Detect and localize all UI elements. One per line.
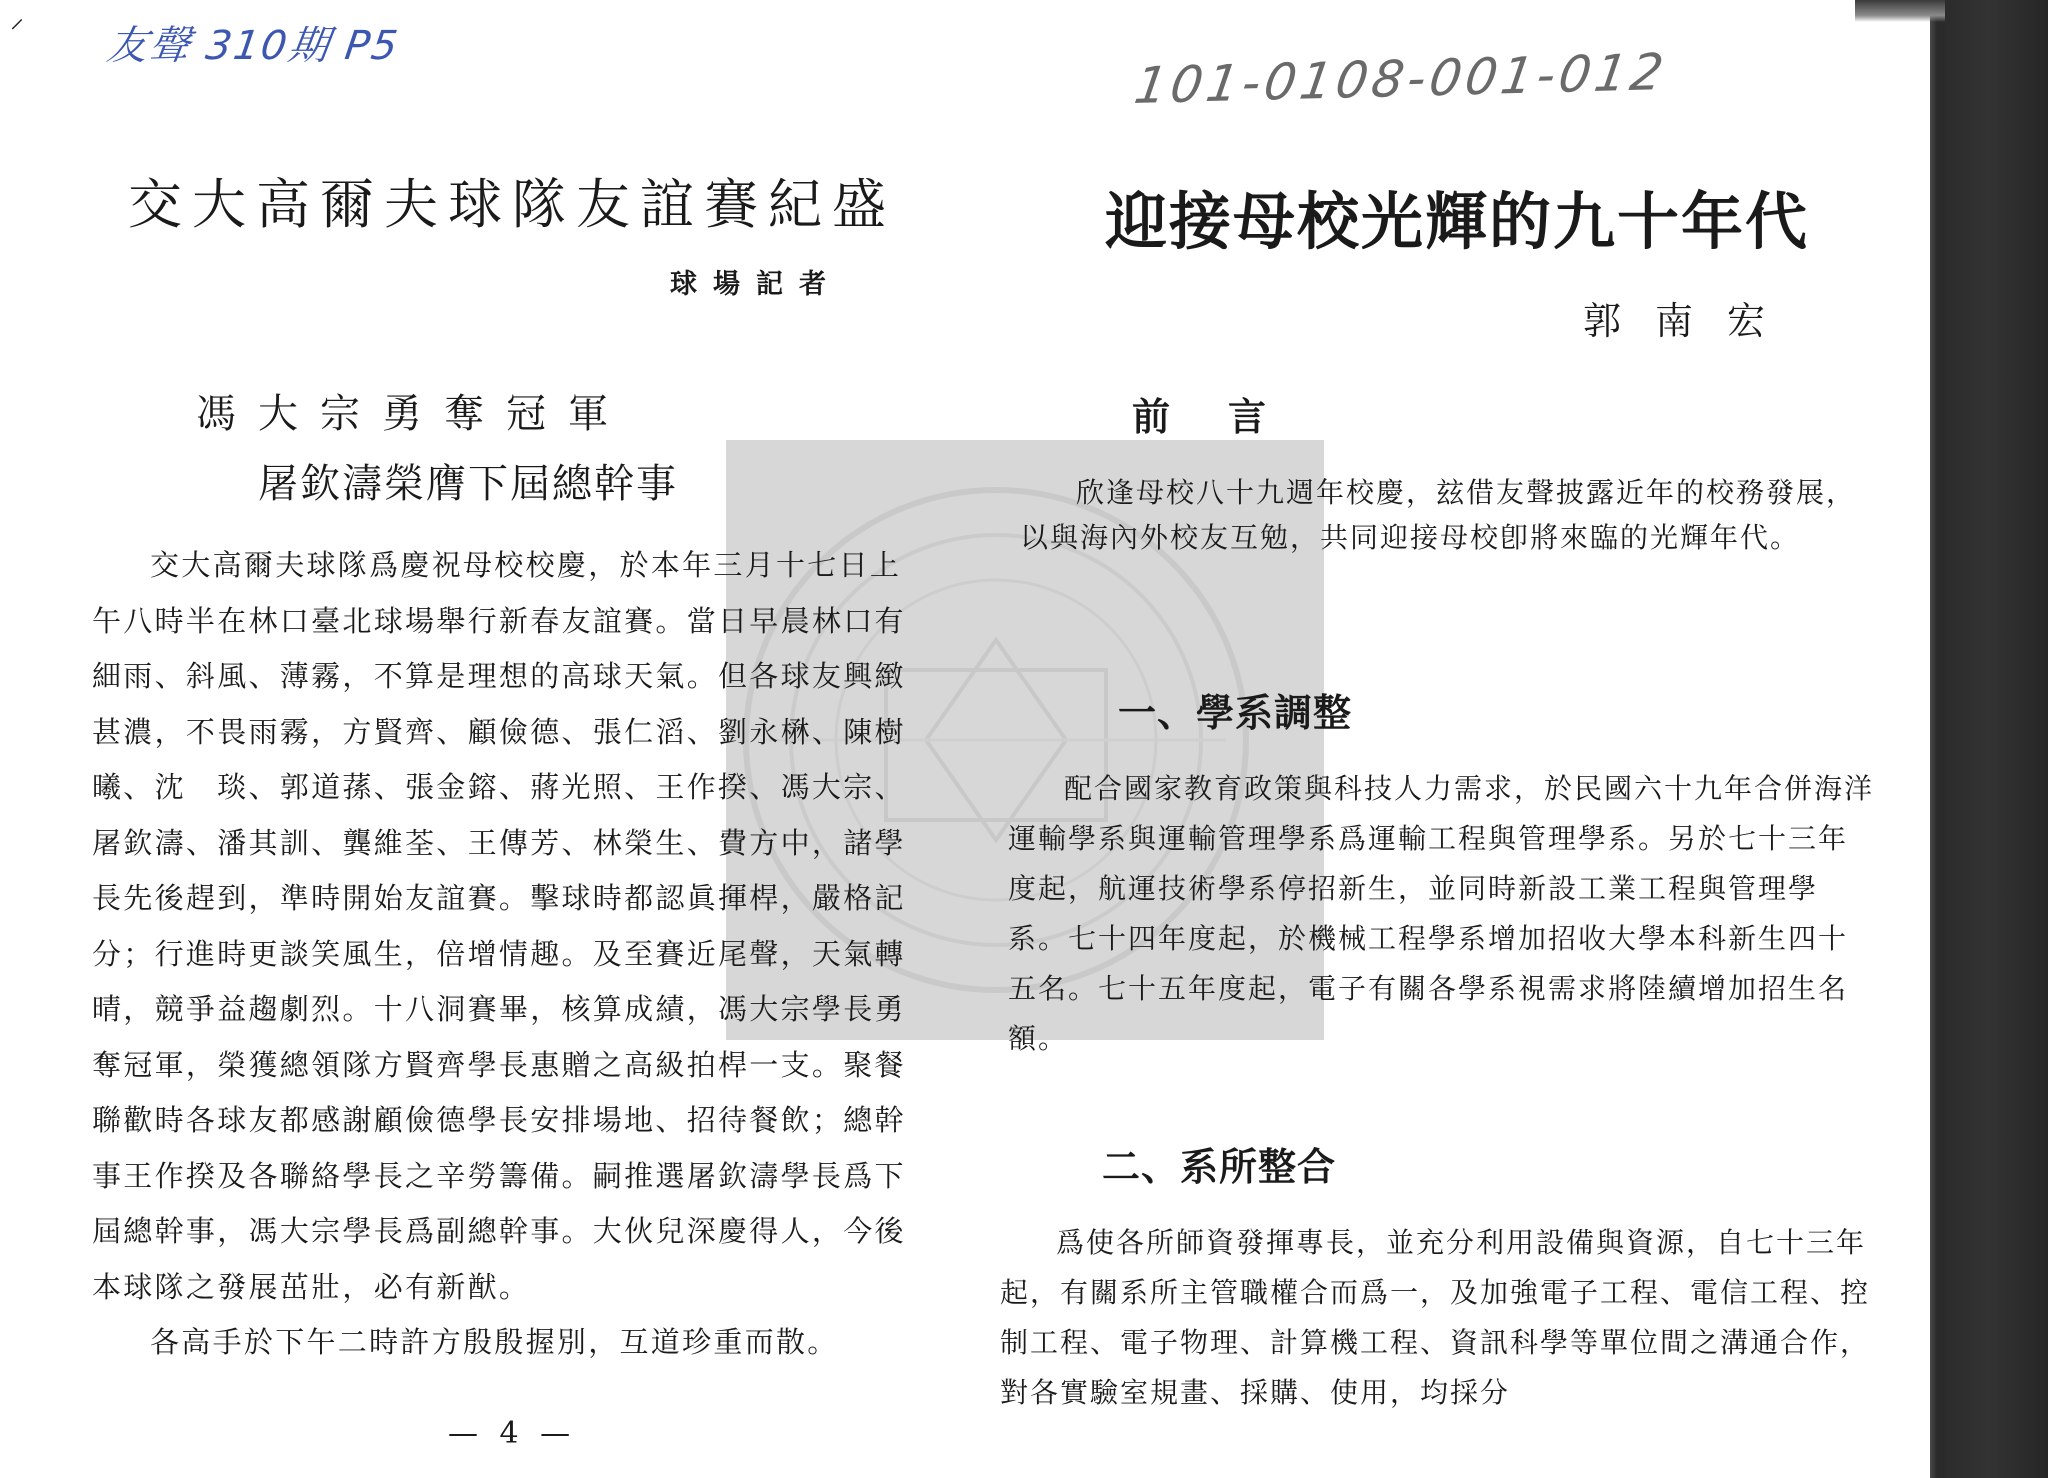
foreword-heading: 前言 xyxy=(1132,395,1325,439)
foreword-text xyxy=(1020,470,1868,560)
section2-paragraph: 爲使各所師資發揮專長，並充分利用設備與資源，自七十三年起，有關系所主管職權合而爲一，及加強電子工程、電信工程、控制工程、電子物理、計算機工程、資訊科學等單位間之溝通合作，對各實驗室規畫、採購、使用，均採分 xyxy=(1000,1226,1871,1409)
section2-heading: 二、系所整合 xyxy=(1102,1145,1337,1189)
left-article-paragraph: 交大高爾夫球隊爲慶祝母校校慶，於本年三月十七日上午八時半在林口臺北球場舉行新春友誼賽。當日早晨林口有細雨、斜風、薄霧，不算是理想的高球天氣。但各球友興緻甚濃，不畏雨霧，方賢齊、顧儉德、張仁滔、劉永楙、陳樹曦、沈 琰、郭道蓀、張金鎔、蔣光照、王作揆、馮大宗、屠欽濤、潘其訓、龔維荃、王傳芳、林榮生、費方中，諸學長先後趕到，準時開始友誼賽。擊球時都認眞揮桿，嚴格記分；行進時更談笑風生，倍增情趣。及至賽近尾聲，天氣轉晴，競爭益趨劇烈。十八洞賽畢，核算成績，馮大宗學長勇奪冠軍，榮獲總領隊方賢齊學長惠贈之高級拍桿一支。聚餐聯歡時各球友都感謝顧儉德學長安排場地、招待餐飲；總幹事王作揆及各聯絡學長之辛勞籌備。嗣推選屠欽濤學長爲下屆總幹事，馮大宗學長爲副總幹事。大伙兒深慶得人，今後本球隊之發展茁壯，必有新猷。 xyxy=(92,548,906,1304)
right-article-title: 迎接母校光輝的九十年代 xyxy=(1105,185,1810,258)
scan-dark-edge xyxy=(1930,0,2048,1478)
handwritten-source-note: 友聲 310期 P5 xyxy=(104,23,403,69)
left-article-subtitle-2: 屠欽濤榮膺下屆總幹事 xyxy=(258,461,678,507)
foreword-paragraph: 欣逢母校八十九週年校慶，玆借友聲披露近年的校務發展，以與海內外校友互勉，共同迎接母校卽將來臨的光輝年代。 xyxy=(1020,476,1857,554)
corner-pen-mark: ⸍ xyxy=(10,13,25,46)
section1-paragraph: 配合國家教育政策與科技人力需求，於民國六十九年合併海洋運輸學系與運輸管理學系爲運輸工程與管理學系。另於七十三年度起，航運技術學系停招新生，並同時新設工業工程與管理學系。七十四年度起，於機械工程學系增加招收大學本科新生四十五名。七十五年度起，電子有關各學系視需求將陸續增加招生名額。 xyxy=(1008,772,1875,1055)
right-article-author: 郭南宏 xyxy=(1583,299,1800,343)
left-article-title: 交大高爾夫球隊友誼賽紀盛 xyxy=(128,173,896,236)
left-article-byline: 球場記者 xyxy=(670,269,842,300)
left-article-paragraph: 各高手於下午二時許方殷殷握別，互道珍重而散。 xyxy=(150,1325,839,1359)
section1-heading: 一、學系調整 xyxy=(1118,691,1353,735)
left-article-subtitle-1: 馮大宗勇奪冠軍 xyxy=(196,391,630,437)
page-number: — 4 — xyxy=(448,1416,577,1451)
left-article-body xyxy=(92,538,914,1371)
section2-text xyxy=(1000,1218,1876,1418)
scan-shadow xyxy=(1855,0,1945,22)
handwritten-archive-code: 101-0108-001-012 xyxy=(1130,42,1671,116)
section1-text xyxy=(1008,764,1876,1064)
